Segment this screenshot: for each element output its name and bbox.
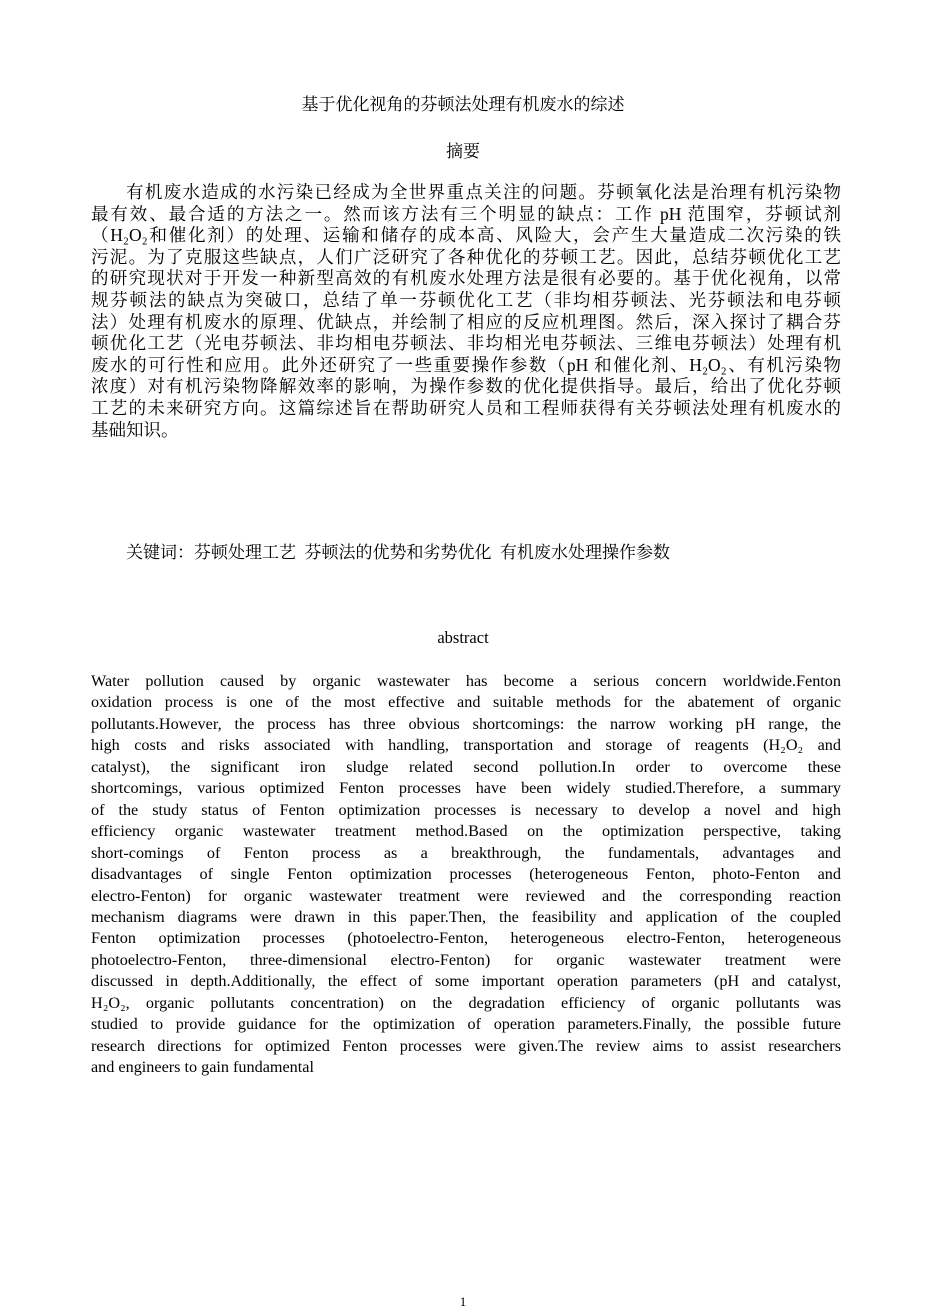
paragraph-line: catalyst), the significant iron sludge related second pollution.In order to overcome these [91,757,841,776]
keywords: 关键词：芬顿处理工艺 芬顿法的优势和劣势优化 有机废水处理操作参数 [126,543,670,562]
paragraph-line: H₂O₂, organic pollutants concentration) on the degradation efficiency of organic pollutants was [91,993,841,1012]
paragraph-line: short-comings of Fenton process as a breakthrough, the fundamentals, advantages and [91,843,841,862]
abstract-cn-heading: 摘要 [446,142,480,161]
paragraph-line: high costs and risks associated with handling, transportation and storage of reagents (H₂O₂ and [91,736,841,755]
paragraph-line: Fenton optimization processes (photoelectro-Fenton, heterogeneous electro-Fenton, heterogeneous [91,929,841,948]
paragraph-line: 有机废水造成的水污染已经成为全世界重点关注的问题。芬顿氧化法是治理有机污染物 [126,182,841,202]
document-title: 基于优化视角的芬顿法处理有机废水的综述 [301,95,625,114]
paragraph-line: disadvantages of single Fenton optimization processes (heterogeneous Fenton, photo-Fenton and [91,865,841,884]
paragraph-line: discussed in depth.Additionally, the effect of some important operation parameters (pH and catalyst, [91,972,841,991]
paragraph-line: mechanism diagrams were drawn in this paper.Then, the feasibility and application of the coupled [91,907,841,926]
paragraph-line: and engineers to gain fundamental [91,1058,314,1077]
paragraph-line: electro-Fenton) for organic wastewater treatment were reviewed and the corresponding reaction [91,886,841,905]
paragraph-line: 顿优化工艺（光电芬顿法、非均相电芬顿法、非均相光电芬顿法、三维电芬顿法）处理有机 [91,333,841,354]
paragraph-line: 工艺的未来研究方向。这篇综述旨在帮助研究人员和工程师获得有关芬顿法处理有机废水的 [91,397,841,418]
paragraph-line: 废水的可行性和应用。此外还研究了一些重要操作参数（pH 和催化剂、H₂O₂、有机污染物 [91,354,841,375]
paragraph-line: studied to provide guidance for the optimization of operation parameters.Finally, the possible future [91,1015,841,1034]
paragraph-line: 规芬顿法的缺点为突破口，总结了单一芬顿优化工艺（非均相芬顿法、光芬顿法和电芬顿 [91,289,841,310]
paragraph-line: shortcomings, various optimized Fenton processes have been widely studied.Therefore, a summary [91,779,841,798]
paragraph-line: research directions for optimized Fenton processes were given.The review aims to assist researchers [91,1036,841,1055]
paragraph-line: of the study status of Fenton optimization processes is necessary to develop a novel and high [91,800,841,819]
paragraph-line: （H₂O₂和催化剂）的处理、运输和储存的成本高、风险大，会产生大量造成二次污染的铁 [91,225,841,246]
abstract-en-body [91,671,841,1079]
page-number: 1 [459,1294,467,1309]
paragraph-line: 最有效、最合适的方法之一。然而该方法有三个明显的缺点：工作 pH 范围窄，芬顿试剂 [91,203,841,224]
paragraph-line: oxidation process is one of the most effective and suitable methods for the abatement of organic [91,693,841,712]
abstract-en-heading: abstract [437,628,489,647]
paragraph-line: Water pollution caused by organic wastewater has become a serious concern worldwide.Fenton [91,672,841,690]
paragraph-line: 污泥。为了克服这些缺点，人们广泛研究了各种优化的芬顿工艺。因此，总结芬顿优化工艺 [91,246,841,267]
paragraph-line: 法）处理有机废水的原理、优缺点，并绘制了相应的反应机理图。然后，深入探讨了耦合芬 [91,311,841,332]
abstract-cn-body [91,182,841,441]
paragraph-line: 的研究现状对于开发一种新型高效的有机废水处理方法是很有必要的。基于优化视角，以常 [91,268,841,289]
paragraph-line: efficiency organic wastewater treatment method.Based on the optimization perspective, taking [91,822,841,841]
paragraph-line: photoelectro-Fenton, three-dimensional electro-Fenton) for organic wastewater treatment were [91,950,841,969]
paragraph-line: 浓度）对有机污染物降解效率的影响，为操作参数的优化提供指导。最后，给出了优化芬顿 [91,376,841,397]
paragraph-line: 基础知识。 [91,419,179,440]
paragraph-line: pollutants.However, the process has three obvious shortcomings: the narrow working pH range, the [91,714,841,733]
